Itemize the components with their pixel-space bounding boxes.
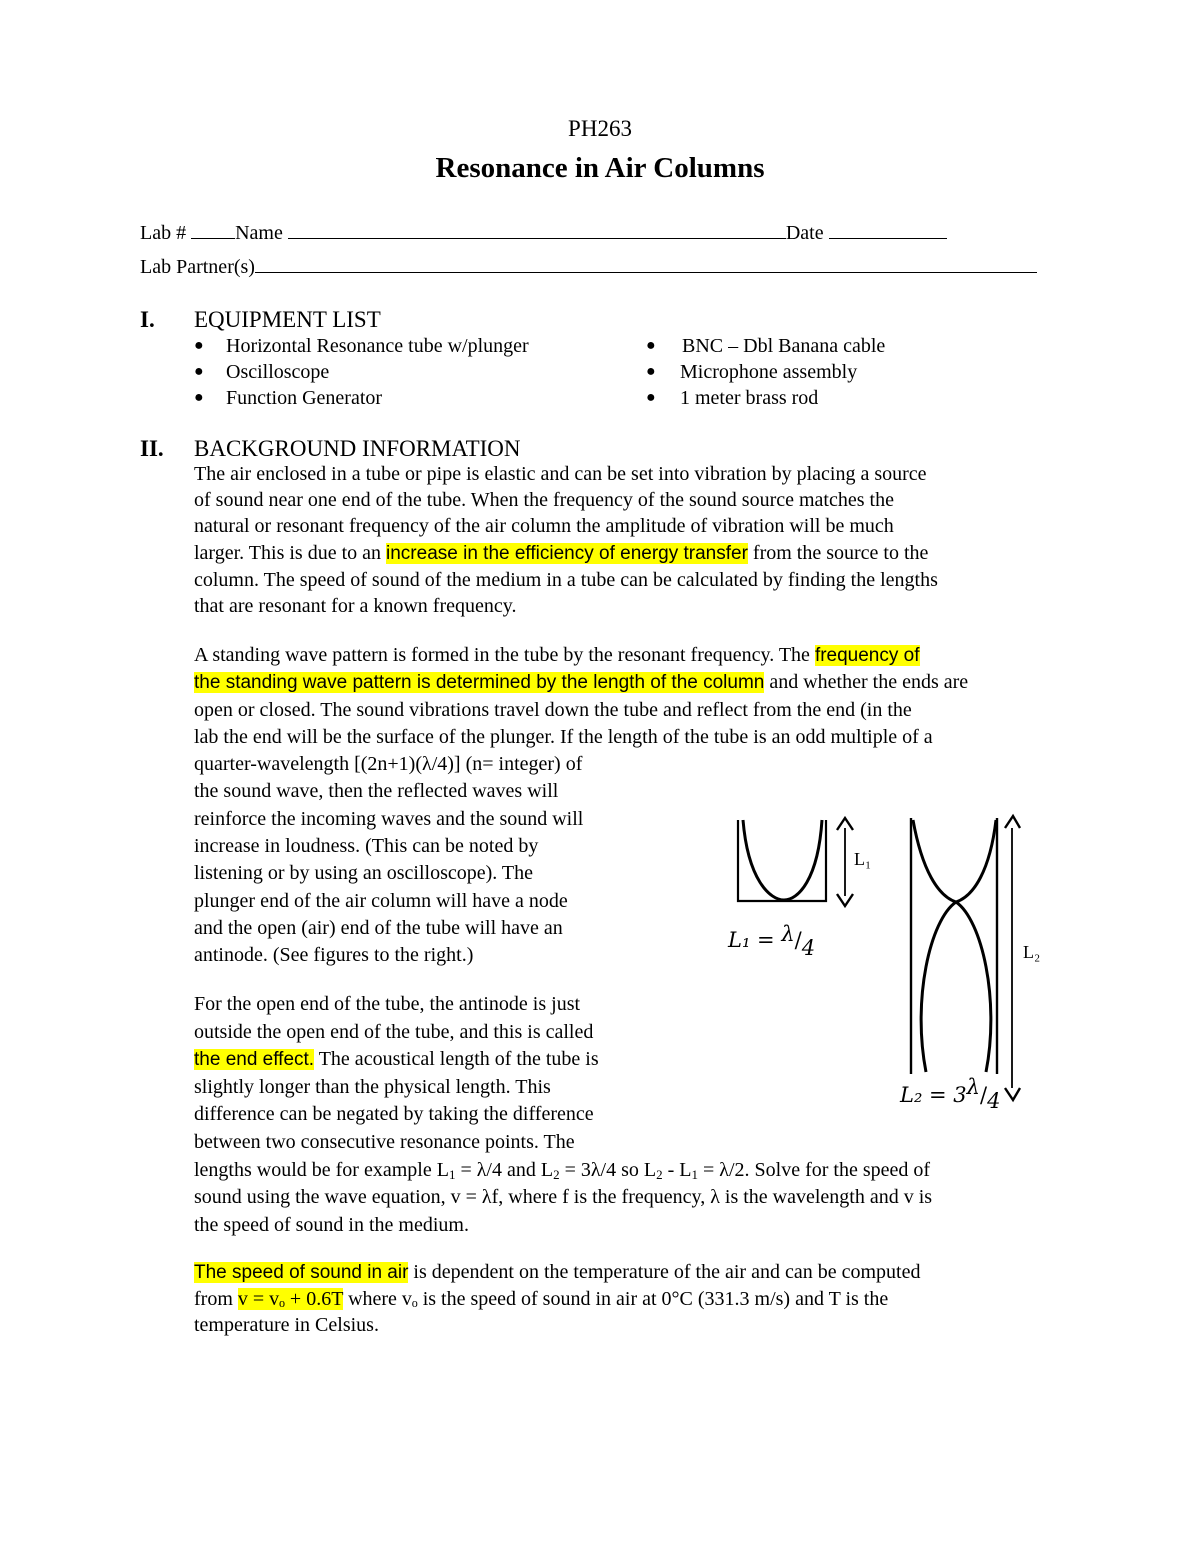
highlight-standing-wave: the standing wave pattern is determined by the length of the column (194, 672, 765, 694)
l2-arrow (1005, 816, 1020, 1100)
l1-arrow (837, 818, 853, 906)
highlight-formula: v = vₒ + 0.6T (237, 1288, 344, 1311)
list-item: ● BNC – Dbl Banana cable (646, 335, 886, 357)
lab-name-date-line (140, 220, 947, 247)
highlight-speed-of-sound: The speed of sound in air (194, 1262, 409, 1283)
section-2-numeral: II. (140, 436, 164, 461)
equipment-heading: EQUIPMENT LIST (194, 307, 381, 332)
right-wave-curve (956, 902, 991, 1072)
list-item: ● Microphone assembly (646, 361, 858, 383)
list-item: ● Oscilloscope (194, 361, 330, 383)
l2-equation: L₂ = 3λ/4 (900, 1075, 1001, 1113)
name-field[interactable] (288, 220, 786, 239)
course-code: PH263 (568, 116, 632, 141)
background-heading: BACKGROUND INFORMATION (194, 436, 521, 461)
quarter-wave-curve (743, 820, 822, 900)
paragraph-3: For the open end of the tube, the antinode is just outside the open end of the tube, and this is called the end effect. The acoustical length of the tube is slightly longer than the physical length. This difference can be negated by taking the difference between two consecutive resonance points. The lengths would be for example $L_1 = \lambda/4$ and $L_2 = 3\lambda/4$ so $L_2 - L_1 = \lambda/2$. Solve for the speed of sound using the wave equation, v = λf, where f is the frequency, λ is the wavelength and v is the speed of sound in the medium. (194, 993, 933, 1236)
list-item: ● 1 meter brass rod (646, 387, 819, 409)
lab-partner-field[interactable] (255, 254, 1037, 273)
l1-equation: L₁ = λ/4 (728, 922, 816, 960)
lab-number-label: Lab # (140, 222, 187, 244)
list-item: ● Horizontal Resonance tube w/plunger (194, 335, 529, 357)
highlight-end-effect: the end effect. (194, 1049, 315, 1071)
paragraph-4: The speed of sound in air is dependent on the temperature of the air and can be computed from v = vₒ + 0.6T where vₒ is the speed of sound in air at 0°C (331.3 m/s) and T is the temperature in Celsius. (194, 1261, 921, 1337)
highlight-energy-transfer: increase in the efficiency of energy transfer (386, 542, 748, 564)
paragraph-1: The air enclosed in a tube or pipe is elastic and can be set into vibration by placing a source of sound near one end of the tube. When the frequency of the sound source matches the natural or resonant frequency of the air column the amplitude of vibration will be much larger. This is due to an increase in the efficiency of energy transfer from the source to the column. The speed of sound of the medium in a tube can be calculated by finding the lengths that are resonant for a known frequency. (194, 463, 938, 618)
closed-tube-diagram (738, 820, 826, 901)
date-field[interactable] (829, 220, 947, 239)
name-label: Name (235, 222, 283, 244)
resonance-figure (700, 810, 1060, 1120)
lab-number-field[interactable] (191, 220, 235, 239)
list-item: ● Function Generator (194, 387, 383, 409)
equipment-list-right (646, 333, 885, 411)
section-1-numeral: I. (140, 307, 155, 332)
paragraph-2: A standing wave pattern is formed in the tube by the resonant frequency. The frequency of the standing wave pattern is determined by the length of the column and whether the ends are open or closed. The sound vibrations travel down the tube and reflect from the end (in the lab the end will be the surface of the plunger. If the length of the tube is an odd multiple of a quarter-wavelength [(2n+1)(λ/4)] (n= integer) of the sound wave, then the reflected waves will reinforce the incoming waves and the sound will increase in loudness. (This can be noted by listening or by using an oscilloscope). The plunger end of the air column will have a node and the open (air) end of the tube will have an antinode. (See figures to the right.) (194, 644, 969, 967)
lab-partner-line (140, 254, 1037, 281)
upper-wave-curve (913, 820, 996, 902)
open-tube-diagram (911, 818, 997, 1074)
lab-partner-label: Lab Partner(s) (140, 256, 255, 278)
equipment-list-left (194, 333, 529, 411)
highlight-frequency: frequency of (814, 645, 920, 666)
left-wave-curve (921, 902, 956, 1072)
date-label: Date (785, 222, 824, 244)
l2-label: L₂ (1023, 942, 1041, 962)
page-title: Resonance in Air Columns (435, 152, 765, 184)
l1-label: L₁ (854, 849, 872, 869)
